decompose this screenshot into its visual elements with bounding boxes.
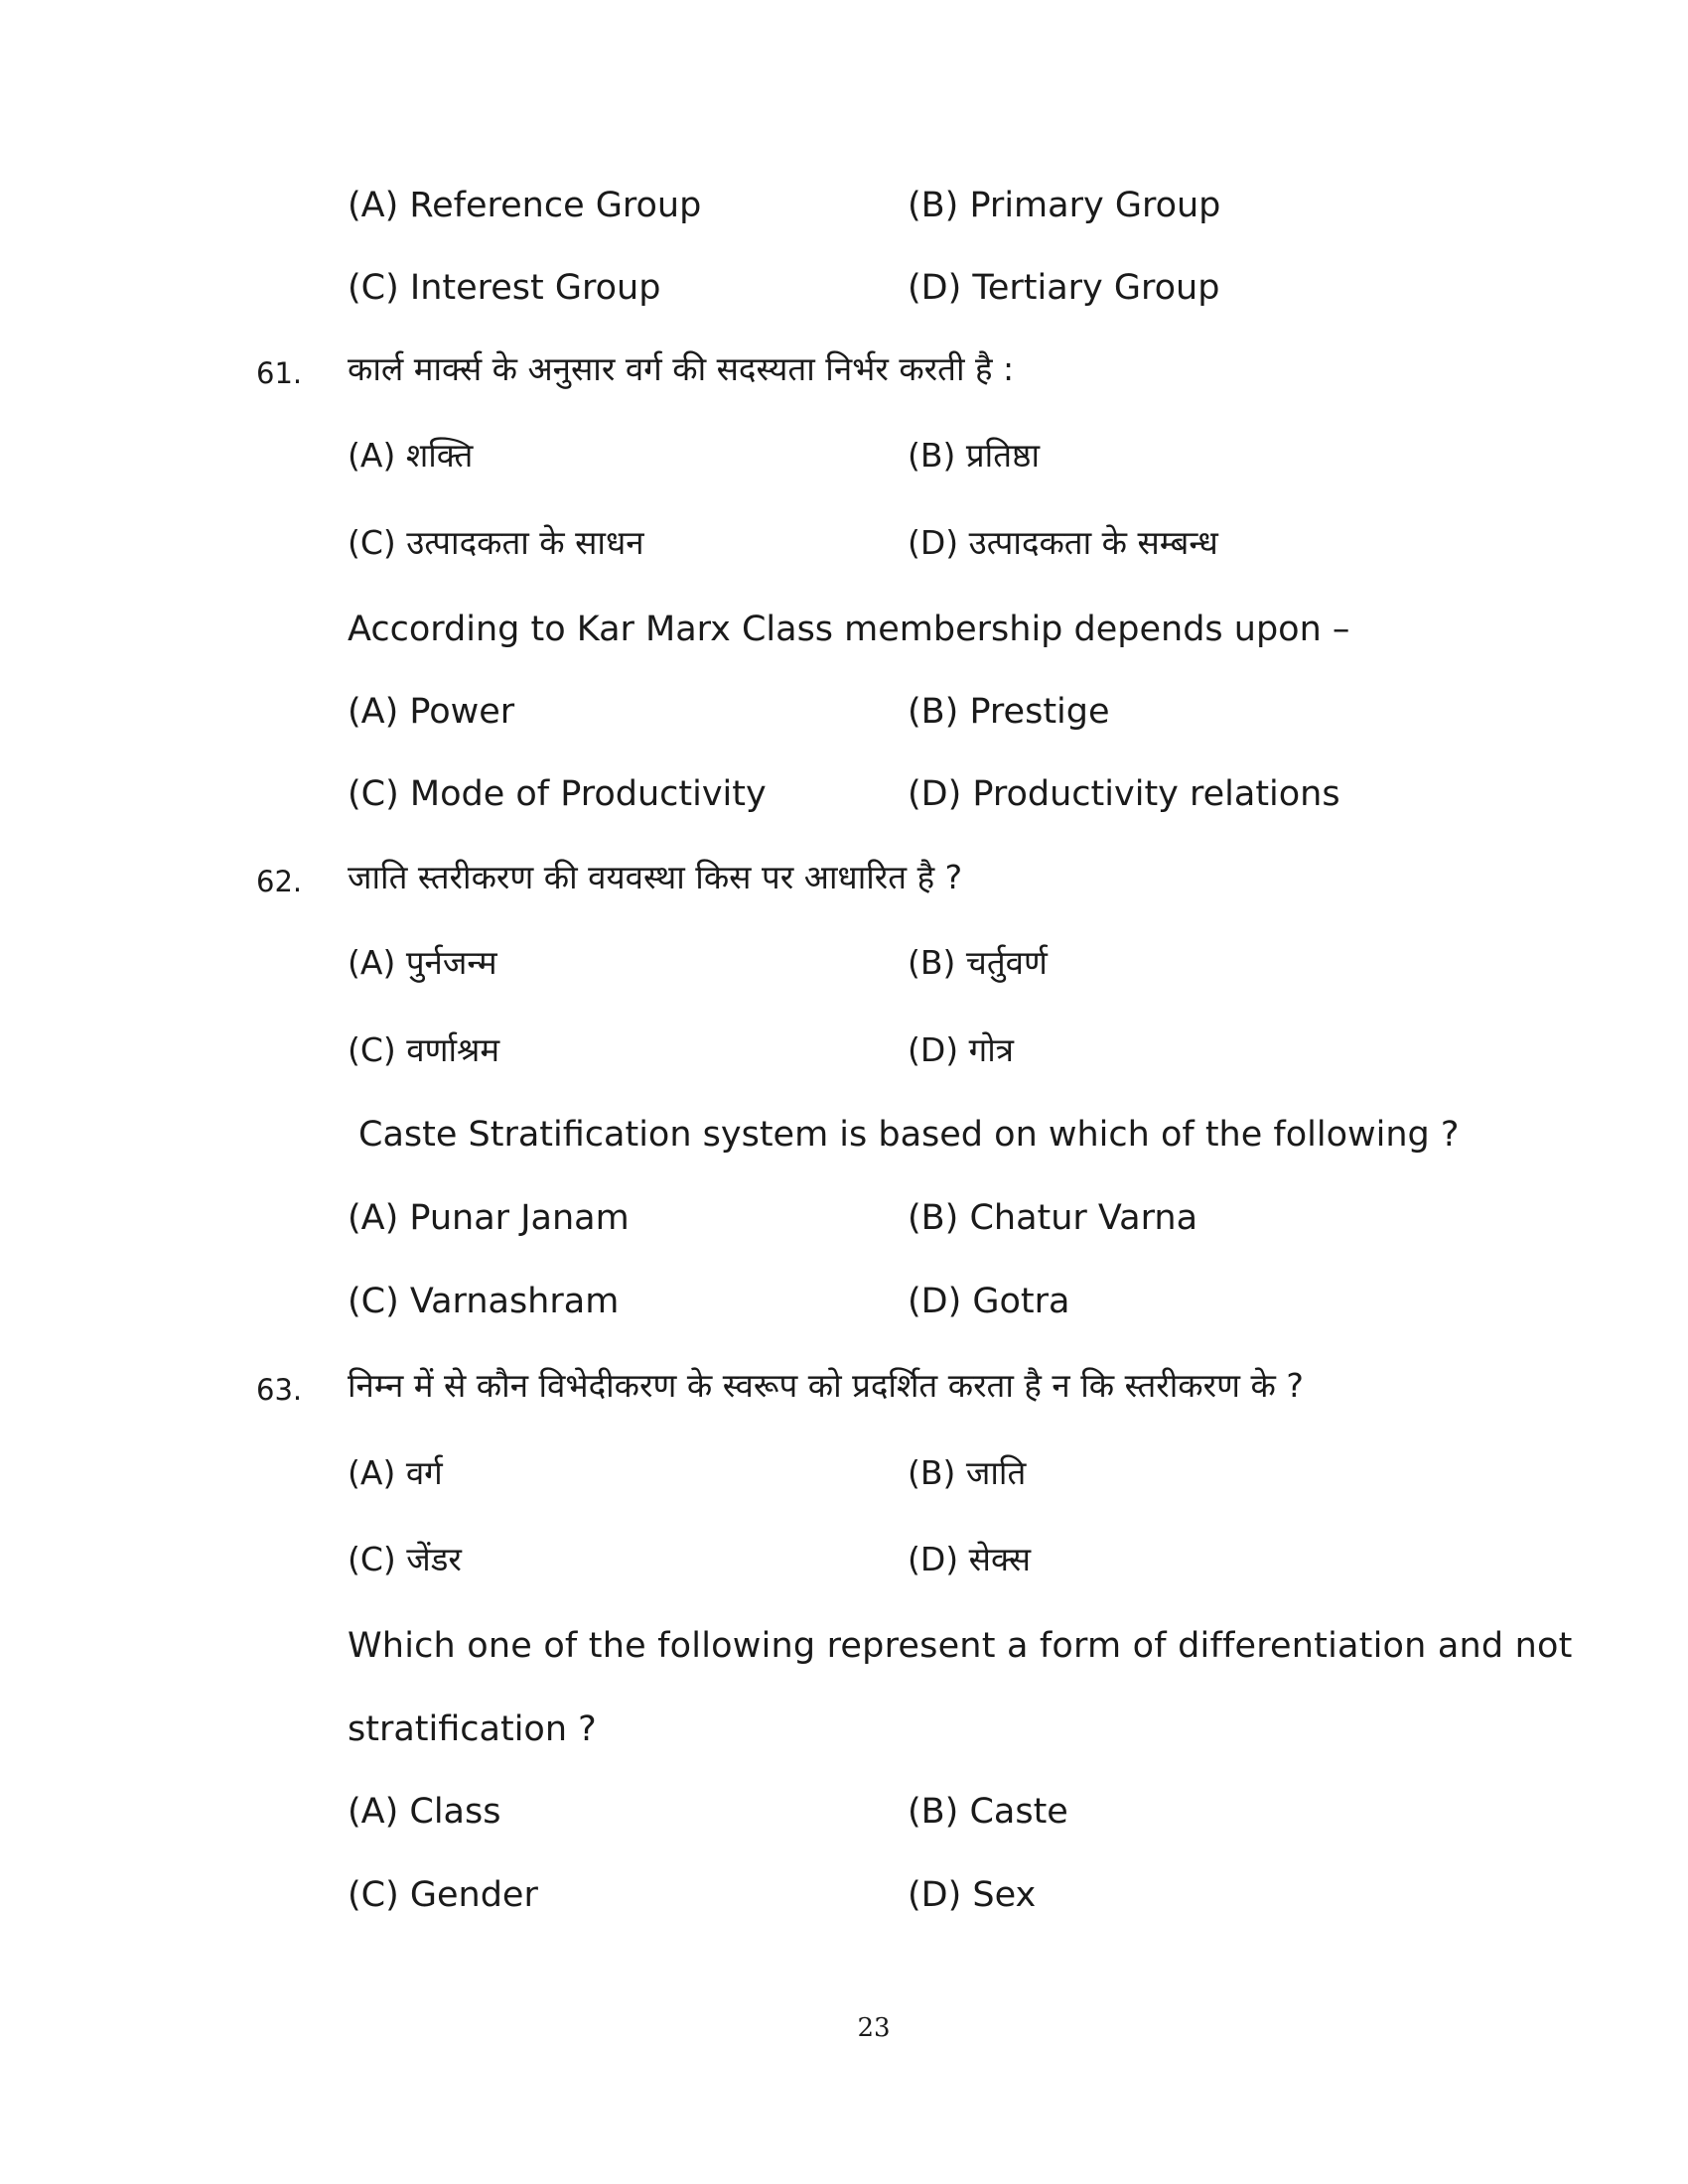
option-a-hindi: (A) पुर्नजन्म [348, 943, 497, 982]
option-d: (D) Productivity relations [908, 774, 1340, 814]
option-d: (D) Tertiary Group [908, 268, 1220, 308]
question-number: 62. [256, 865, 303, 898]
option-b: (B) Prestige [908, 692, 1110, 732]
option-c-hindi: (C) उत्पादकता के साधन [348, 523, 644, 562]
option-a-hindi: (A) वर्ग [348, 1453, 443, 1492]
option-d: (D) Gotra [908, 1282, 1070, 1321]
option-c: (C) Varnashram [348, 1282, 620, 1321]
option-d-hindi: (D) गोत्र [908, 1030, 1014, 1069]
option-a: (A) Reference Group [348, 186, 702, 225]
option-d-hindi: (D) उत्पादकता के सम्बन्ध [908, 523, 1218, 562]
option-a: (A) Class [348, 1792, 501, 1832]
option-d: (D) Sex [908, 1875, 1037, 1915]
option-c: (C) Interest Group [348, 268, 661, 308]
question-stem-english: Caste Stratification system is based on which of the following ? [358, 1115, 1460, 1155]
option-c-hindi: (C) जेंडर [348, 1540, 462, 1578]
question-stem-english: According to Kar Marx Class membership depends upon – [348, 610, 1350, 649]
question-stem-hindi: कार्ल मार्क्स के अनुसार वर्ग की सदस्यता निर्भर करती है : [348, 349, 1015, 388]
option-c-hindi: (C) वर्णाश्रम [348, 1030, 500, 1069]
page-number: 23 [857, 2013, 891, 2043]
question-number: 61. [256, 356, 303, 390]
question-stem-english-continued: stratification ? [348, 1709, 597, 1749]
option-b: (B) Caste [908, 1792, 1068, 1832]
question-stem-english: Which one of the following represent a form of differentiation and not [348, 1626, 1573, 1666]
question-stem-hindi: जाति स्तरीकरण की वयवस्था किस पर आधारित है ? [348, 858, 963, 896]
option-b-hindi: (B) चर्तुवर्ण [908, 943, 1048, 982]
option-b-hindi: (B) प्रतिष्ठा [908, 436, 1040, 475]
question-stem-hindi: निम्न में से कौन विभेदीकरण के स्वरूप को प्रदर्शित करता है न कि स्तरीकरण के ? [348, 1366, 1304, 1405]
option-a-hindi: (A) शक्ति [348, 436, 474, 475]
option-b-hindi: (B) जाति [908, 1453, 1027, 1492]
question-number: 63. [256, 1373, 303, 1407]
option-b: (B) Primary Group [908, 186, 1221, 225]
option-d-hindi: (D) सेक्स [908, 1540, 1032, 1578]
option-c: (C) Gender [348, 1875, 538, 1915]
option-a: (A) Power [348, 692, 515, 732]
option-b: (B) Chatur Varna [908, 1198, 1198, 1238]
option-a: (A) Punar Janam [348, 1198, 630, 1238]
option-c: (C) Mode of Productivity [348, 774, 767, 814]
